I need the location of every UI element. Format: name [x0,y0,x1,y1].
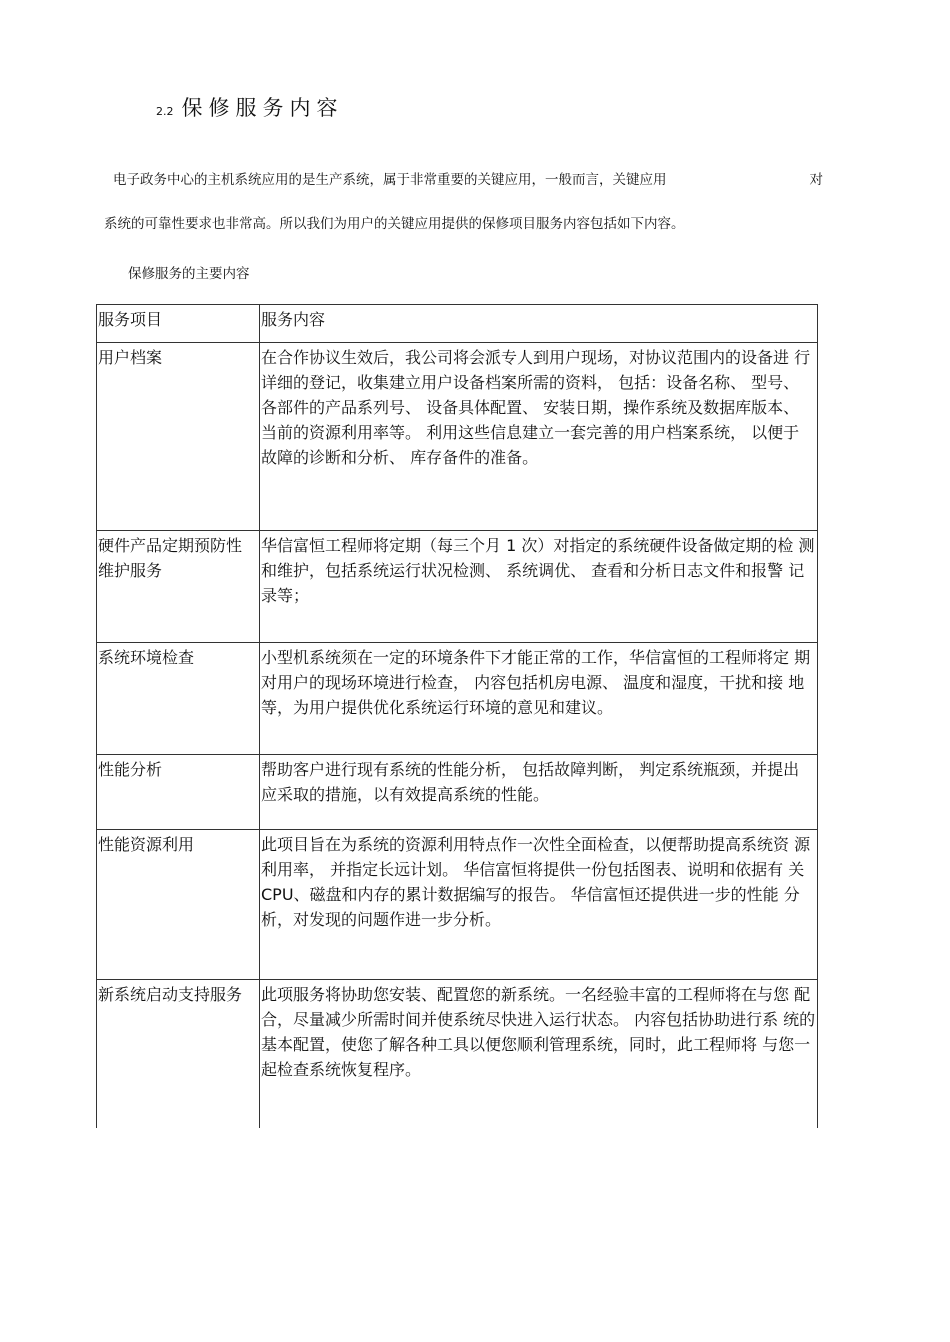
row-content: 此项目旨在为系统的资源利用特点作一次性全面检查，以便帮助提高系统资 源利用率， 并指定长远计划。 华信富恒将提供一份包括图表、说明和依据有 关 CPU、磁盘和内存的累计数据编写的报告。 华信富恒还提供进一步的性能 分析，对发现的问题作进一步分析。 [260,830,818,980]
table-header-row [97,305,818,343]
row-item: 系统环境检查 [97,643,260,755]
header-service-content: 服务内容 [260,305,818,343]
header-service-item: 服务项目 [97,305,260,343]
table-row [97,643,818,755]
service-table [96,304,818,1128]
row-item: 用户档案 [97,343,260,531]
table-row [97,830,818,980]
row-item: 性能分析 [97,755,260,830]
row-item: 新系统启动支持服务 [97,980,260,1128]
row-content: 华信富恒工程师将定期（每三个月 1 次）对指定的系统硬件设备做定期的检 测和维护，包括系统运行状况检测、 系统调优、 查看和分析日志文件和报警 记录等； [260,531,818,643]
table-row [97,531,818,643]
section-heading [156,92,344,122]
intro-paragraph-line1 [113,168,823,188]
intro-paragraph-line2: 系统的可靠性要求也非常高。所以我们为用户的关键应用提供的保修项目服务内容包括如下内容。 [104,216,685,232]
table-row [97,343,818,531]
table-row [97,980,818,1128]
row-content: 此项服务将协助您安装、配置您的新系统。一名经验丰富的工程师将在与您 配合，尽量减少所需时间并使系统尽快进入运行状态。 内容包括协助进行系 统的基本配置，使您了解各种工具以便您顺利管理系统，同时，此工程师将 与您一起检查系统恢复程序。 [260,980,818,1128]
intro-line1-text: 电子政务中心的主机系统应用的是生产系统，属于非常重要的关键应用，一般而言，关键应用 [113,172,667,188]
table-caption: 保修服务的主要内容 [128,266,250,282]
row-content: 小型机系统须在一定的环境条件下才能正常的工作，华信富恒的工程师将定 期对用户的现场环境进行检查， 内容包括机房电源、 温度和湿度，干扰和接 地等，为用户提供优化系统运行环境的意见和建议。 [260,643,818,755]
row-content: 帮助客户进行现有系统的性能分析， 包括故障判断， 判定系统瓶颈，并提出 应采取的措施，以有效提高系统的性能。 [260,755,818,830]
table-row [97,755,818,830]
intro-line1-tail: 对 [809,172,823,188]
row-content: 在合作协议生效后，我公司将会派专人到用户现场，对协议范围内的设备进 行详细的登记，收集建立用户设备档案所需的资料， 包括：设备名称、 型号、 各部件的产品系列号、 设备具体配置、 安装日期，操作系统及数据库版本、 当前的资源利用率等。 利用这些信息建立一套完善的用户档案系统， 以便于 故障的诊断和分析、 库存备件的准备。 [260,343,818,531]
section-title: 保修服务内容 [181,96,344,120]
section-number: 2.2 [156,105,174,118]
row-item: 性能资源利用 [97,830,260,980]
row-item: 硬件产品定期预防性 维护服务 [97,531,260,643]
